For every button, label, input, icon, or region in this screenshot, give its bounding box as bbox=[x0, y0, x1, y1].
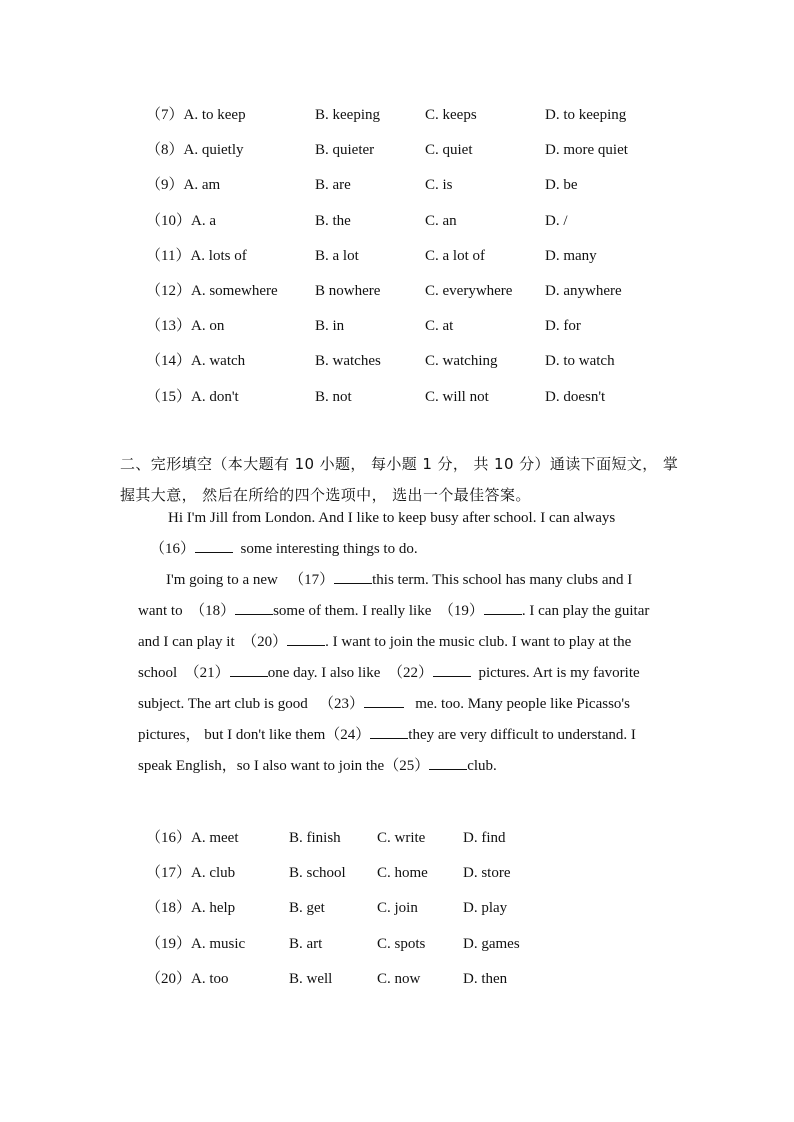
question-number: （15） bbox=[146, 388, 192, 405]
passage-line bbox=[138, 601, 649, 621]
question-number-and-option-a bbox=[146, 316, 224, 336]
question-number-and-option-a bbox=[146, 828, 239, 848]
option-d: D. find bbox=[463, 830, 506, 846]
option-b: B. not bbox=[315, 388, 352, 405]
blank-number: （18） bbox=[190, 603, 236, 619]
option-d: D. store bbox=[463, 865, 511, 882]
question-number-and-option-a bbox=[146, 934, 245, 954]
option-c: C. is bbox=[425, 177, 453, 194]
passage-text: want to bbox=[138, 603, 183, 619]
blank-number: （20） bbox=[242, 634, 288, 650]
option-b: B nowhere bbox=[315, 283, 381, 299]
option-c: C. at bbox=[425, 318, 454, 335]
passage-text: speak English，so I also want to join the bbox=[138, 758, 385, 774]
option-d: D. to watch bbox=[545, 353, 615, 370]
blank-number: （16） bbox=[150, 541, 196, 557]
question-number-and-option-a bbox=[146, 281, 278, 301]
blank-number: （21） bbox=[184, 665, 230, 681]
option-d: D. more quiet bbox=[545, 142, 628, 159]
option-d: D. many bbox=[545, 247, 597, 264]
option-row bbox=[0, 281, 794, 301]
option-c: C. now bbox=[377, 970, 421, 987]
option-b: B. watches bbox=[315, 353, 381, 370]
option-c: C. quiet bbox=[425, 142, 473, 159]
option-d: D. to keeping bbox=[545, 107, 627, 123]
blank-number: （17） bbox=[289, 572, 335, 588]
question-number-and-option-a bbox=[146, 387, 239, 407]
option-row bbox=[0, 351, 794, 371]
question-number: （13） bbox=[146, 318, 192, 335]
option-b: B. art bbox=[289, 935, 323, 952]
blank-line bbox=[195, 539, 233, 553]
passage-line bbox=[138, 663, 640, 683]
option-row bbox=[0, 140, 794, 160]
blank-line bbox=[364, 694, 404, 708]
question-number: （9） bbox=[146, 177, 184, 194]
passage-text: pictures. Art is my favorite bbox=[478, 665, 640, 681]
option-c: C. write bbox=[377, 830, 426, 846]
option-a: A. somewhere bbox=[191, 283, 278, 299]
passage-text: I'm going to a new bbox=[166, 572, 278, 588]
passage-text: some of them. I really like bbox=[273, 603, 432, 619]
blank-line bbox=[370, 725, 408, 739]
question-number: （8） bbox=[146, 142, 184, 159]
option-d: D. / bbox=[545, 212, 568, 229]
option-b: B. quieter bbox=[315, 142, 375, 159]
option-b: B. get bbox=[289, 900, 325, 917]
passage-line bbox=[138, 725, 636, 745]
question-number: （14） bbox=[146, 353, 192, 370]
blank-line bbox=[230, 663, 268, 677]
option-a: A. quietly bbox=[183, 142, 244, 159]
question-number-and-option-a bbox=[146, 175, 220, 195]
blank-line bbox=[484, 601, 522, 615]
option-a: A. lots of bbox=[190, 247, 247, 264]
option-d: D. for bbox=[545, 318, 581, 335]
option-d: D. play bbox=[463, 900, 508, 917]
section-heading-line1: 二、完形填空（本大题有 10 小题， 每小题 1 分， 共 10 分）通读下面短文， 掌 bbox=[120, 455, 679, 473]
option-a: A. to keep bbox=[183, 107, 246, 123]
passage-line bbox=[138, 632, 631, 652]
question-number-and-option-a bbox=[146, 246, 247, 266]
option-row bbox=[0, 828, 794, 848]
blank-line bbox=[235, 601, 273, 615]
option-c: C. keeps bbox=[425, 107, 477, 123]
blank-number: （25） bbox=[384, 758, 430, 774]
option-d: D. doesn't bbox=[545, 388, 606, 405]
question-number: （20） bbox=[146, 970, 192, 987]
option-a: A. too bbox=[191, 970, 229, 987]
option-b: B. keeping bbox=[315, 107, 380, 123]
option-b: B. are bbox=[315, 177, 351, 194]
option-row bbox=[0, 316, 794, 336]
passage-text: one day. I also like bbox=[267, 665, 381, 681]
question-number: （11） bbox=[146, 247, 191, 264]
question-number: （12） bbox=[146, 283, 192, 299]
option-row bbox=[0, 211, 794, 231]
option-row bbox=[0, 246, 794, 266]
option-d: D. anywhere bbox=[545, 283, 622, 299]
option-row bbox=[0, 969, 794, 989]
passage-text: some interesting things to do. bbox=[240, 541, 418, 557]
option-c: C. home bbox=[377, 865, 428, 882]
blank-line bbox=[287, 632, 325, 646]
blank-number: （24） bbox=[325, 727, 371, 743]
option-c: C. everywhere bbox=[425, 283, 513, 299]
option-b: B. finish bbox=[289, 830, 341, 846]
question-number-and-option-a bbox=[146, 969, 229, 989]
blank-line bbox=[429, 756, 467, 770]
option-a: A. music bbox=[191, 935, 246, 952]
option-row bbox=[0, 105, 794, 125]
option-b: B. school bbox=[289, 865, 346, 882]
passage-line bbox=[138, 694, 630, 714]
question-number-and-option-a bbox=[146, 105, 246, 125]
option-row bbox=[0, 934, 794, 954]
option-c: C. join bbox=[377, 900, 418, 917]
section-heading bbox=[120, 449, 680, 511]
option-c: C. watching bbox=[425, 353, 498, 370]
question-number: （16） bbox=[146, 830, 192, 846]
question-number: （10） bbox=[146, 212, 192, 229]
option-a: A. a bbox=[191, 212, 217, 229]
option-c: C. an bbox=[425, 212, 457, 229]
passage-text: and I can play it bbox=[138, 634, 235, 650]
question-number: （18） bbox=[146, 900, 192, 917]
passage-text: they are very difficult to understand. I bbox=[408, 727, 636, 743]
option-b: B. in bbox=[315, 318, 345, 335]
option-b: B. well bbox=[289, 970, 333, 987]
option-c: C. will not bbox=[425, 388, 489, 405]
passage-text: . I can play the guitar bbox=[521, 603, 650, 619]
passage-text: pictures， but I don't like them bbox=[138, 727, 326, 743]
blank-number: （23） bbox=[318, 696, 364, 712]
option-a: A. watch bbox=[191, 353, 246, 370]
option-a: A. help bbox=[191, 900, 236, 917]
section-heading-line2: 握其大意， 然后在所给的四个选项中， 选出一个最佳答案。 bbox=[120, 486, 531, 504]
question-number-and-option-a bbox=[146, 351, 245, 371]
passage-text: club. bbox=[467, 758, 497, 774]
option-d: D. be bbox=[545, 177, 578, 194]
option-d: D. games bbox=[463, 935, 520, 952]
blank-number: （19） bbox=[438, 603, 484, 619]
question-number: （19） bbox=[146, 935, 192, 952]
option-d: D. then bbox=[463, 970, 508, 987]
option-c: C. spots bbox=[377, 935, 426, 952]
option-b: B. the bbox=[315, 212, 351, 229]
option-c: C. a lot of bbox=[425, 247, 485, 264]
option-a: A. don't bbox=[191, 388, 239, 405]
passage-text: Hi I'm Jill from London. And I like to keep busy after school. I can always bbox=[168, 510, 616, 526]
question-number: （17） bbox=[146, 865, 192, 882]
option-a: A. am bbox=[183, 177, 221, 194]
question-number: （7） bbox=[146, 107, 184, 123]
passage-text: subject. The art club is good bbox=[138, 696, 308, 712]
passage-text: school bbox=[138, 665, 178, 681]
option-a: A. on bbox=[191, 318, 225, 335]
passage-text: . I want to join the music club. I want to play at the bbox=[325, 634, 632, 650]
option-a: A. club bbox=[191, 865, 236, 882]
blank-line bbox=[433, 663, 471, 677]
passage-text: me. too. Many people like Picasso's bbox=[415, 696, 630, 712]
question-number-and-option-a bbox=[146, 140, 244, 160]
option-row bbox=[0, 175, 794, 195]
passage-line bbox=[138, 756, 497, 776]
blank-line bbox=[334, 570, 372, 584]
option-row bbox=[0, 387, 794, 407]
option-b: B. a lot bbox=[315, 247, 359, 264]
passage-line bbox=[166, 570, 632, 590]
option-a: A. meet bbox=[191, 830, 239, 846]
passage-line bbox=[168, 508, 615, 528]
question-number-and-option-a bbox=[146, 898, 235, 918]
question-number-and-option-a bbox=[146, 211, 216, 231]
option-row bbox=[0, 898, 794, 918]
passage-line bbox=[150, 539, 418, 559]
blank-number: （22） bbox=[387, 665, 433, 681]
question-number-and-option-a bbox=[146, 863, 235, 883]
passage-text: this term. This school has many clubs and I bbox=[372, 572, 633, 588]
option-row bbox=[0, 863, 794, 883]
